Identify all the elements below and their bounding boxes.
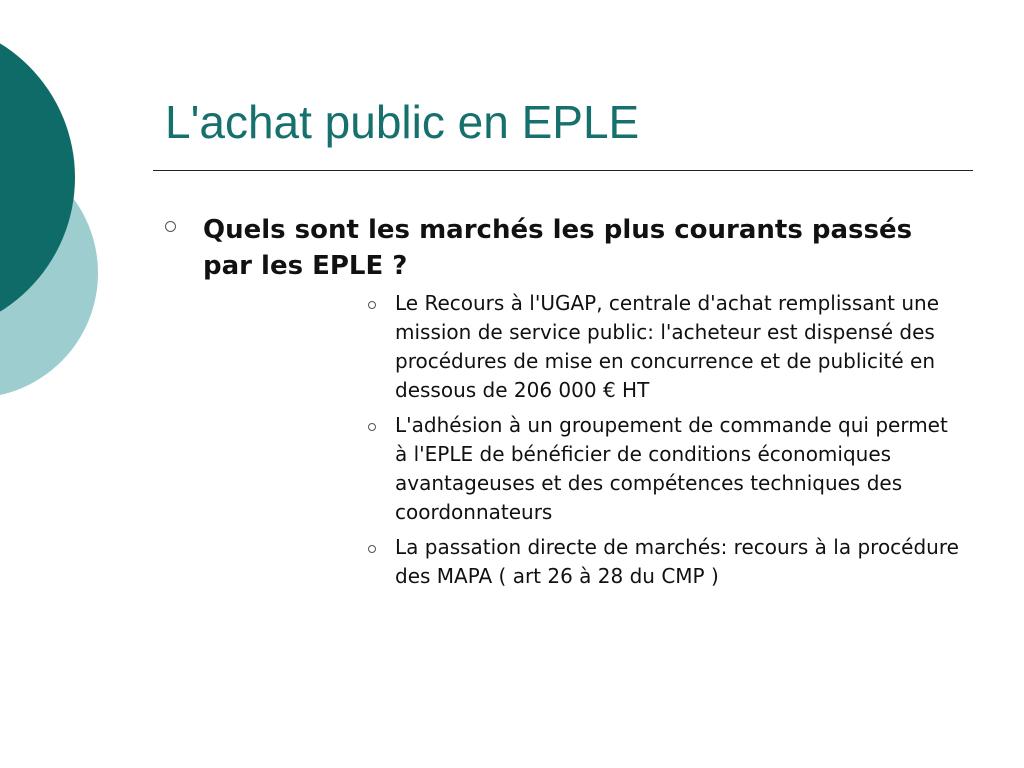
sub-bullet-groupement <box>366 411 966 527</box>
title-divider <box>153 170 973 171</box>
sub-bullet-text: La passation directe de marchés: recours à la procédure des MAPA ( art 26 à 28 du CMP ) <box>395 535 959 588</box>
sub-bullet-text: Le Recours à l'UGAP, centrale d'achat remplissant une mission de service public: l'acheteur est dispensé des procédures de mise en concurrence et de publicité en dessous de 206 000 € HT <box>395 291 940 402</box>
sub-bullet-list <box>366 289 966 597</box>
hollow-circle-bullet-icon <box>165 221 176 232</box>
main-bullet-text: Quels sont les marchés les plus courants passés par les EPLE ? <box>203 215 913 281</box>
sub-bullet-text: L'adhésion à un groupement de commande qui permet à l'EPLE de bénéficier de conditions économiques avantageuses et des compétences techniques des coordonnateurs <box>395 413 948 524</box>
small-hollow-circle-bullet-icon <box>368 423 376 431</box>
sub-bullet-passation <box>366 533 966 591</box>
main-bullet <box>165 212 955 284</box>
small-hollow-circle-bullet-icon <box>368 545 376 553</box>
small-hollow-circle-bullet-icon <box>368 301 376 309</box>
slide-title: L'achat public en EPLE <box>165 96 640 148</box>
sub-bullet-ugap <box>366 289 966 405</box>
